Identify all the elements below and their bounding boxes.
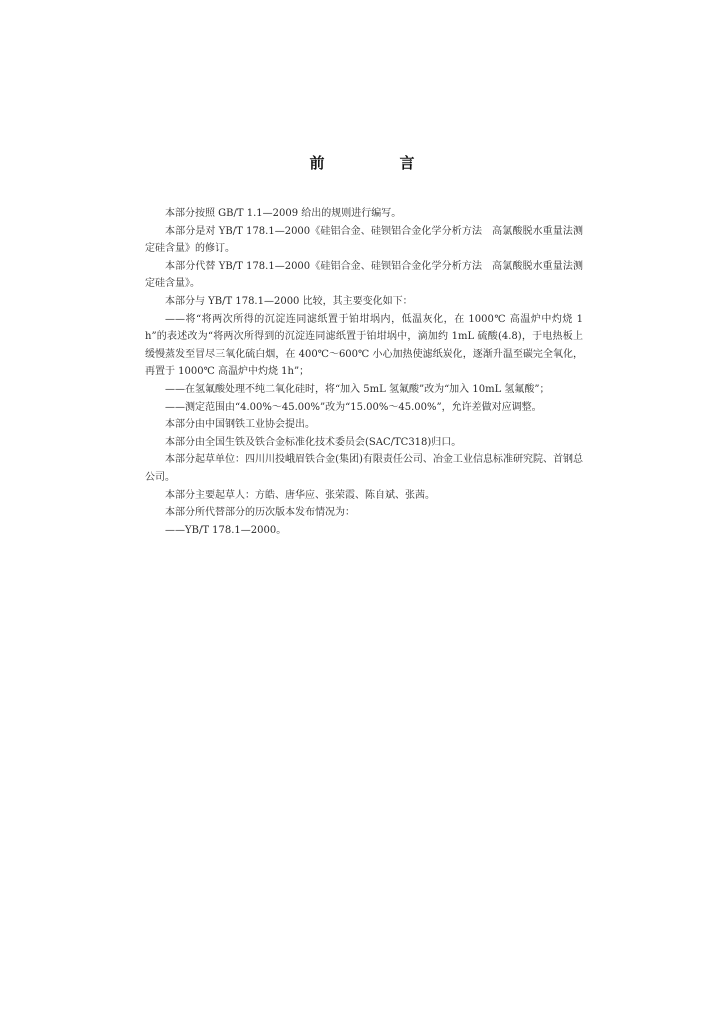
paragraph-centralized-by: 本部分由全国生铁及铁合金标准化技术委员会(SAC/TC318)归口。 (165, 436, 462, 448)
previous-edition-item: ——YB/T 178.1—2000。 (165, 524, 287, 536)
paragraph-drafting-units: 本部分起草单位：四川川投峨眉铁合金(集团)有限责任公司、冶金工业信息标准研究院、首钢总公司。 (145, 454, 583, 483)
paragraph-drafting-rules: 本部分按照 GB/T 1.1—2009 给出的规则进行编写。 (165, 208, 402, 219)
paragraph-main-changes: 本部分与 YB/T 178.1—2000 比较，其主要变化如下： (165, 295, 413, 307)
page-title: 前 言 (309, 154, 445, 172)
foreword-body (145, 205, 583, 539)
change-item-range: ——测定范围由“4.00%～45.00%”改为“15.00%～45.00%”，允许差做对应调整。 (165, 401, 542, 413)
paragraph-revision-of: 本部分是对 YB/T 178.1—2000《硅铝合金、硅钡铝合金化学分析方法 高氯酸脱水重量法测定硅含量》的修订。 (145, 225, 583, 255)
paragraph-proposed-by: 本部分由中国钢铁工业协会提出。 (165, 419, 315, 431)
paragraph-drafters: 本部分主要起草人：方皓、唐华应、张荣霞、陈自斌、张茜。 (165, 489, 435, 501)
paragraph-replaces: 本部分代替 YB/T 178.1—2000《硅铝合金、硅钡铝合金化学分析方法 高氯酸脱水重量法测定硅含量》。 (145, 260, 583, 290)
change-item-ignition: ——将“将两次所得的沉淀连同滤纸置于铂坩埚内，低温灰化，在 1000℃ 高温炉中灼烧 1h”的表述改为“将两次所得到的沉淀连同滤纸置于铂坩埚中，滴加约 1mL 硫酸(4.8)，于电热板上缓慢蒸发至冒尽三氧化硫白烟，在 400℃～600℃ 小心加热使滤纸炭化，逐渐升温至碳完全氧化，再置于 1000℃ 高温炉中灼烧 1h”； (145, 313, 583, 378)
paragraph-previous-editions: 本部分所代替部分的历次版本发布情况为： (165, 507, 355, 519)
change-item-hydrofluoric-acid: ——在氢氟酸处理不纯二氧化硅时，将“加入 5mL 氢氟酸”改为“加入 10mL 氢氟酸”； (165, 383, 550, 395)
